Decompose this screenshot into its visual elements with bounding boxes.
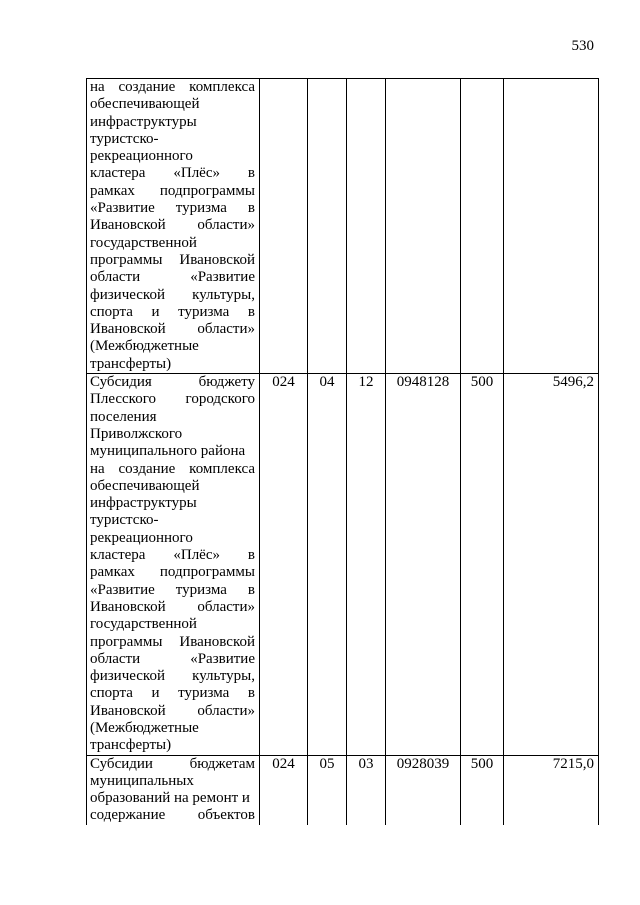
description-line: трансферты) (90, 737, 172, 754)
table-row (87, 755, 599, 825)
amount-cell: 5496,2 (504, 374, 599, 756)
table-row (87, 79, 599, 374)
description-line: рамках подпрограммы (90, 182, 255, 199)
description-line: Ивановской области» (90, 598, 255, 615)
description-line: программы Ивановской (90, 633, 255, 650)
description-line: физической культуры, (90, 668, 255, 685)
section-code-cell: 04 (308, 374, 347, 756)
amount-cell (504, 79, 599, 374)
description-line: инфраструктуры (90, 113, 197, 130)
subsection-code-cell: 12 (347, 374, 386, 756)
section-code-cell: 05 (308, 755, 347, 825)
description-line: спорта и туризма в (90, 303, 255, 320)
target-article-cell: 0928039 (386, 755, 461, 825)
table-row (87, 374, 599, 756)
description-line: Приволжского (90, 425, 183, 442)
description-line: (Межбюджетные (90, 719, 199, 736)
description-line: обеспечивающей (90, 96, 200, 113)
description-line: на создание комплекса (90, 79, 255, 95)
expense-type-cell (461, 79, 504, 374)
description-line: трансферты) (90, 355, 172, 372)
expense-type-cell: 500 (461, 755, 504, 825)
description-line: Субсидия бюджету (90, 374, 255, 391)
description-line: обеспечивающей (90, 477, 200, 494)
description-line: кластера «Плёс» в (90, 165, 255, 182)
description-line: Ивановской области» (90, 217, 255, 234)
description-line: (Межбюджетные (90, 338, 199, 355)
subsection-code-cell: 03 (347, 755, 386, 825)
ministry-code-cell: 024 (260, 755, 308, 825)
description-line: спорта и туризма в (90, 685, 255, 702)
target-article-cell (386, 79, 461, 374)
description-line: поселения (90, 408, 157, 425)
description-line: рекреационного (90, 529, 193, 546)
description-line: инфраструктуры (90, 495, 197, 512)
description-cell (87, 374, 260, 756)
ministry-code-cell (260, 79, 308, 374)
description-line: туристско- (90, 512, 159, 529)
description-line: муниципальных (90, 772, 194, 789)
description-line: рекреационного (90, 148, 193, 165)
amount-cell: 7215,0 (504, 755, 599, 825)
description-line: Плесского городского (90, 391, 255, 408)
target-article-cell: 0948128 (386, 374, 461, 756)
description-line: «Развитие туризма в (90, 581, 255, 598)
description-line: Субсидии бюджетам (90, 755, 255, 772)
ministry-code-cell: 024 (260, 374, 308, 756)
description-line: образований на ремонт и (90, 790, 250, 807)
description-line: государственной (90, 234, 197, 251)
section-code-cell (308, 79, 347, 374)
description-line: рамках подпрограммы (90, 564, 255, 581)
description-line: туристско- (90, 130, 159, 147)
budget-table (86, 78, 599, 825)
subsection-code-cell (347, 79, 386, 374)
description-line: кластера «Плёс» в (90, 547, 255, 564)
description-line: содержание объектов (90, 807, 255, 824)
description-line: физической культуры, (90, 286, 255, 303)
description-line: «Развитие туризма в (90, 200, 255, 217)
description-line: области «Развитие (90, 269, 255, 286)
description-line: государственной (90, 616, 197, 633)
description-cell (87, 79, 260, 374)
description-line: Ивановской области» (90, 702, 255, 719)
page-number: 530 (571, 38, 594, 54)
expense-type-cell: 500 (461, 374, 504, 756)
description-line: Ивановской области» (90, 321, 255, 338)
description-line: на создание комплекса (90, 460, 255, 477)
description-cell (87, 755, 260, 825)
description-line: области «Развитие (90, 650, 255, 667)
description-line: муниципального района (90, 443, 246, 460)
description-line: программы Ивановской (90, 251, 255, 268)
